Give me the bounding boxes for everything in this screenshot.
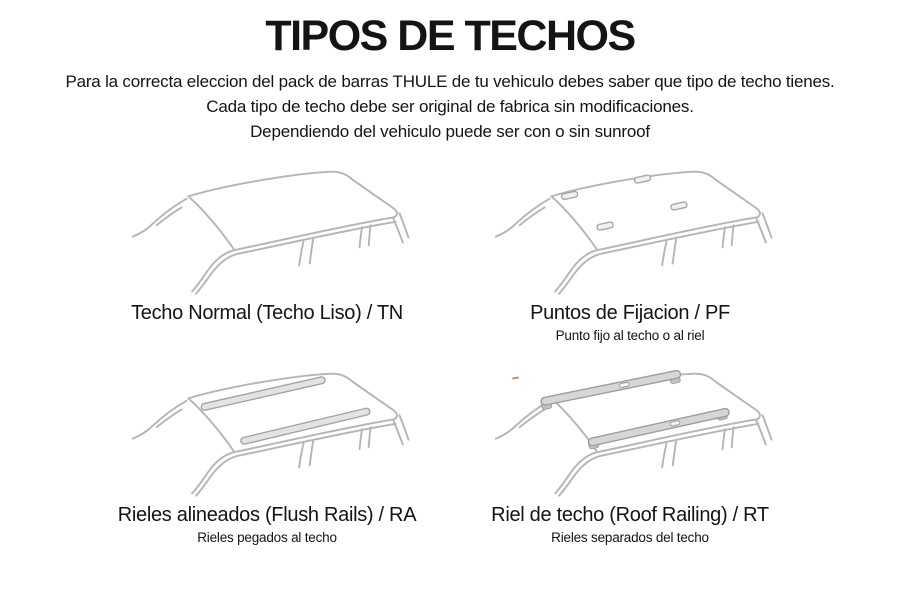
intro-text	[0, 69, 900, 144]
intro-line-3: Dependiendo del vehiculo puede ser con o sin sunroof	[250, 122, 650, 142]
roof-type-card-rt	[405, 360, 855, 546]
fixation-points-icon	[561, 175, 688, 231]
car-roof-outline	[496, 172, 772, 294]
fixpoint-roof-drawing	[480, 158, 780, 300]
roof-type-label-rt: Riel de techo (Roof Railing) / RT	[491, 504, 769, 527]
roof-type-label-ra: Rieles alineados (Flush Rails) / RA	[117, 504, 417, 527]
roof-types-grid	[0, 158, 900, 546]
roof-type-sublabel-pf: Punto fijo al techo o al riel	[555, 328, 705, 344]
roof-type-sublabel-ra: Rieles pegados al techo	[197, 530, 337, 546]
car-roof-outline	[133, 172, 409, 294]
flush-rails-icon	[201, 376, 371, 445]
roof-type-label-tn: Techo Normal (Techo Liso) / TN	[131, 302, 403, 325]
roof-type-sublabel-rt: Rieles separados del techo	[551, 530, 709, 546]
raised-roof-railing-drawing	[480, 360, 780, 502]
raised-railings-icon	[540, 370, 729, 449]
normal-smooth-roof-drawing	[117, 158, 417, 300]
roof-type-label-pf: Puntos de Fijacion / PF	[530, 302, 730, 325]
page-title: TIPOS DE TECHOS	[265, 12, 635, 60]
roof-type-card-pf	[405, 158, 855, 344]
flush-rails-roof-drawing	[117, 360, 417, 502]
intro-line-2: Cada tipo de techo debe ser original de fabrica sin modificaciones.	[206, 97, 694, 117]
intro-line-1: Para la correcta eleccion del pack de barras THULE de tu vehiculo debes saber que tipo de techo tienes.	[65, 72, 835, 92]
